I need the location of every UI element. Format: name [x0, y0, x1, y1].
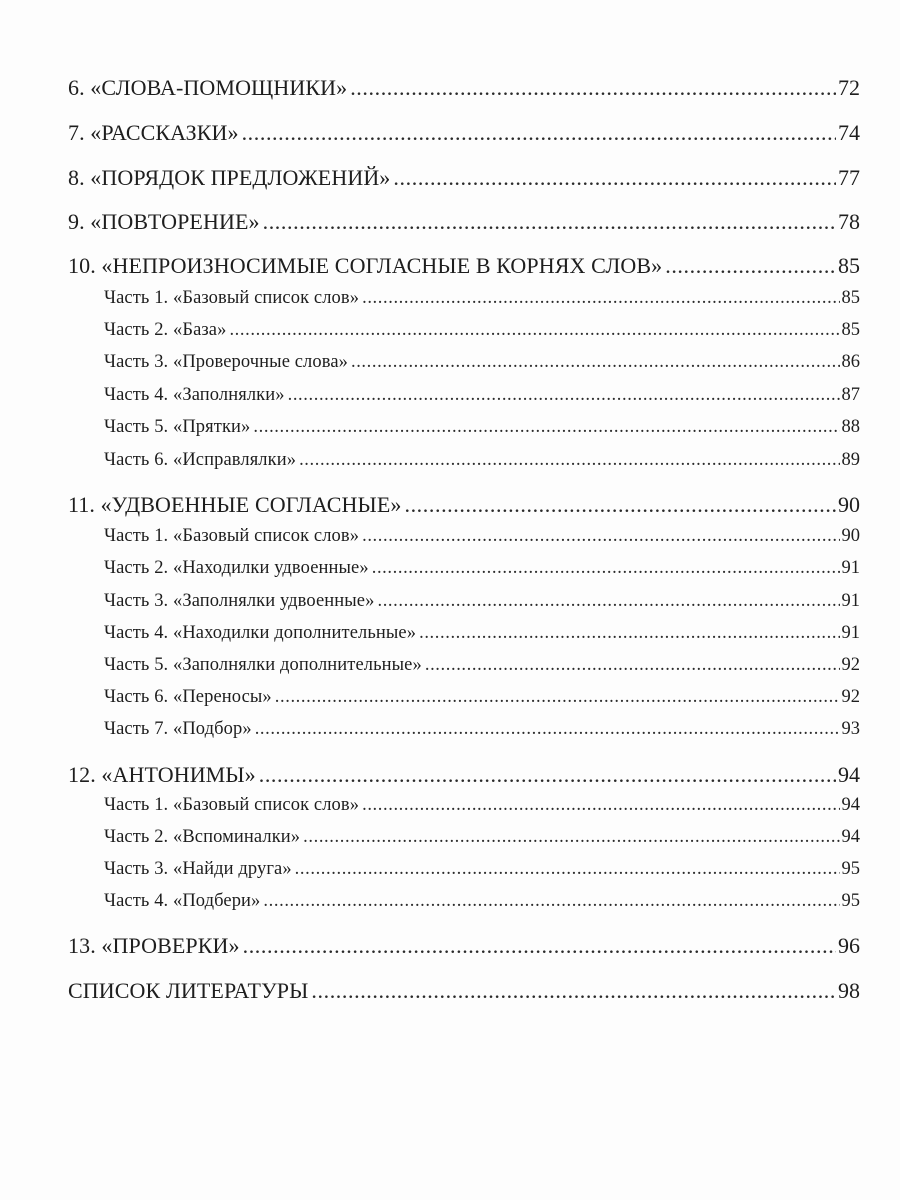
toc-entry-8[interactable] [68, 165, 860, 191]
toc-subentry-11-6[interactable] [104, 687, 860, 708]
toc-entry-title: 7. «РАССКАЗКИ» [68, 120, 239, 145]
dot-leader [362, 795, 839, 816]
toc-entry-title: Часть 5. «Заполнялки дополнительные» [104, 655, 422, 675]
toc-entry-9[interactable] [68, 209, 860, 235]
toc-subentry-11-7[interactable] [104, 719, 860, 740]
dot-leader [350, 75, 836, 101]
toc-entry-title: Часть 3. «Найди друга» [104, 859, 292, 879]
dot-leader [393, 165, 836, 191]
toc-entry-11[interactable] [68, 492, 860, 518]
dot-leader [242, 120, 836, 146]
toc-page-number: 86 [841, 352, 860, 372]
toc-subentry-10-3[interactable] [104, 352, 860, 373]
toc-page-number: 94 [841, 795, 860, 815]
toc-entry-title: 13. «ПРОВЕРКИ» [68, 933, 240, 958]
toc-entry-title: Часть 4. «Заполнялки» [104, 385, 285, 405]
dot-leader [259, 762, 836, 788]
toc-entry-title: Часть 5. «Прятки» [104, 417, 251, 437]
toc-entry-title: Часть 3. «Заполнялки удвоенные» [104, 591, 375, 611]
dot-leader [404, 492, 836, 518]
dot-leader [243, 933, 836, 959]
toc-page-number: 91 [841, 558, 860, 578]
toc-page-number: 98 [838, 978, 860, 1003]
toc-subentry-12-3[interactable] [104, 859, 860, 880]
toc-entry-title: 12. «АНТОНИМЫ» [68, 762, 256, 787]
toc-entry-title: Часть 4. «Подбери» [104, 891, 261, 911]
dot-leader [253, 417, 839, 438]
toc-page-number: 85 [841, 320, 860, 340]
toc-subentry-11-1[interactable] [104, 526, 860, 547]
toc-page-number: 92 [841, 687, 860, 707]
dot-leader [255, 719, 840, 740]
toc-subentry-11-3[interactable] [104, 591, 860, 612]
toc-entry-title: Часть 2. «Находилки удвоенные» [104, 558, 369, 578]
dot-leader [362, 288, 839, 309]
toc-subentry-10-2[interactable] [104, 320, 860, 341]
toc-page-number: 93 [841, 719, 860, 739]
dot-leader [288, 385, 840, 406]
toc-page-number: 85 [841, 288, 860, 308]
toc-page-number: 91 [841, 623, 860, 643]
dot-leader [665, 253, 836, 279]
toc-page-number: 90 [838, 492, 860, 517]
toc-entry-title: Часть 2. «Вспоминалки» [104, 827, 301, 847]
toc-entry-12[interactable] [68, 762, 860, 788]
dot-leader [229, 320, 839, 341]
toc-entry-bibliography[interactable] [68, 978, 860, 1004]
toc-entry-title: Часть 4. «Находилки дополнительные» [104, 623, 417, 643]
toc-subentry-11-5[interactable] [104, 655, 860, 676]
toc-entry-title: 11. «УДВОЕННЫЕ СОГЛАСНЫЕ» [68, 492, 402, 517]
toc-page-number: 94 [838, 762, 860, 787]
toc-page-number: 85 [838, 253, 860, 278]
toc-page-number: 74 [838, 120, 860, 145]
dot-leader [372, 558, 840, 579]
toc-subentry-10-5[interactable] [104, 417, 860, 438]
dot-leader [299, 450, 839, 471]
dot-leader [275, 687, 840, 708]
dot-leader [295, 859, 840, 880]
toc-subentry-12-4[interactable] [104, 891, 860, 912]
toc-entry-10[interactable] [68, 253, 860, 279]
dot-leader [311, 978, 836, 1004]
toc-entry-title: 9. «ПОВТОРЕНИЕ» [68, 209, 260, 234]
toc-page-number: 88 [841, 417, 860, 437]
toc-entry-title: Часть 1. «Базовый список слов» [104, 795, 360, 815]
dot-leader [303, 827, 839, 848]
toc-subentry-11-4[interactable] [104, 623, 860, 644]
toc-entry-13[interactable] [68, 933, 860, 959]
toc-entry-7[interactable] [68, 120, 860, 146]
toc-entry-title: Часть 7. «Подбор» [104, 719, 252, 739]
toc-entry-title: 8. «ПОРЯДОК ПРЕДЛОЖЕНИЙ» [68, 165, 391, 190]
toc-page-number: 90 [841, 526, 860, 546]
dot-leader [362, 526, 839, 547]
toc-entry-title: Часть 1. «Базовый список слов» [104, 288, 360, 308]
toc-entry-title: Часть 2. «База» [104, 320, 227, 340]
toc-page-number: 78 [838, 209, 860, 234]
toc-entry-title: Часть 6. «Исправлялки» [104, 450, 297, 470]
toc-page-number: 91 [841, 591, 860, 611]
toc-entry-title: 6. «СЛОВА-ПОМОЩНИКИ» [68, 75, 348, 100]
toc-page-number: 94 [841, 827, 860, 847]
dot-leader [263, 891, 839, 912]
toc-entry-title: Часть 3. «Проверочные слова» [104, 352, 348, 372]
toc-entry-title: СПИСОК ЛИТЕРАТУРЫ [68, 978, 309, 1003]
toc-entry-6[interactable] [68, 75, 860, 101]
toc-page-number: 92 [841, 655, 860, 675]
dot-leader [263, 209, 836, 235]
toc-entry-title: 10. «НЕПРОИЗНОСИМЫЕ СОГЛАСНЫЕ В КОРНЯХ СЛОВ» [68, 253, 663, 278]
toc-page-number: 89 [841, 450, 860, 470]
toc-page-number: 77 [838, 165, 860, 190]
toc-subentry-11-2[interactable] [104, 558, 860, 579]
toc-page-number: 95 [841, 891, 860, 911]
dot-leader [425, 655, 840, 676]
toc-page-number: 87 [841, 385, 860, 405]
dot-leader [377, 591, 839, 612]
toc-page-number: 95 [841, 859, 860, 879]
dot-leader [351, 352, 840, 373]
toc-subentry-10-6[interactable] [104, 450, 860, 471]
toc-subentry-10-4[interactable] [104, 385, 860, 406]
toc-subentry-10-1[interactable] [104, 288, 860, 309]
dot-leader [419, 623, 839, 644]
toc-page-number: 72 [838, 75, 860, 100]
toc-subentry-12-2[interactable] [104, 827, 860, 848]
toc-entry-title: Часть 6. «Переносы» [104, 687, 272, 707]
toc-entry-title: Часть 1. «Базовый список слов» [104, 526, 360, 546]
toc-subentry-12-1[interactable] [104, 795, 860, 816]
toc-page-number: 96 [838, 933, 860, 958]
